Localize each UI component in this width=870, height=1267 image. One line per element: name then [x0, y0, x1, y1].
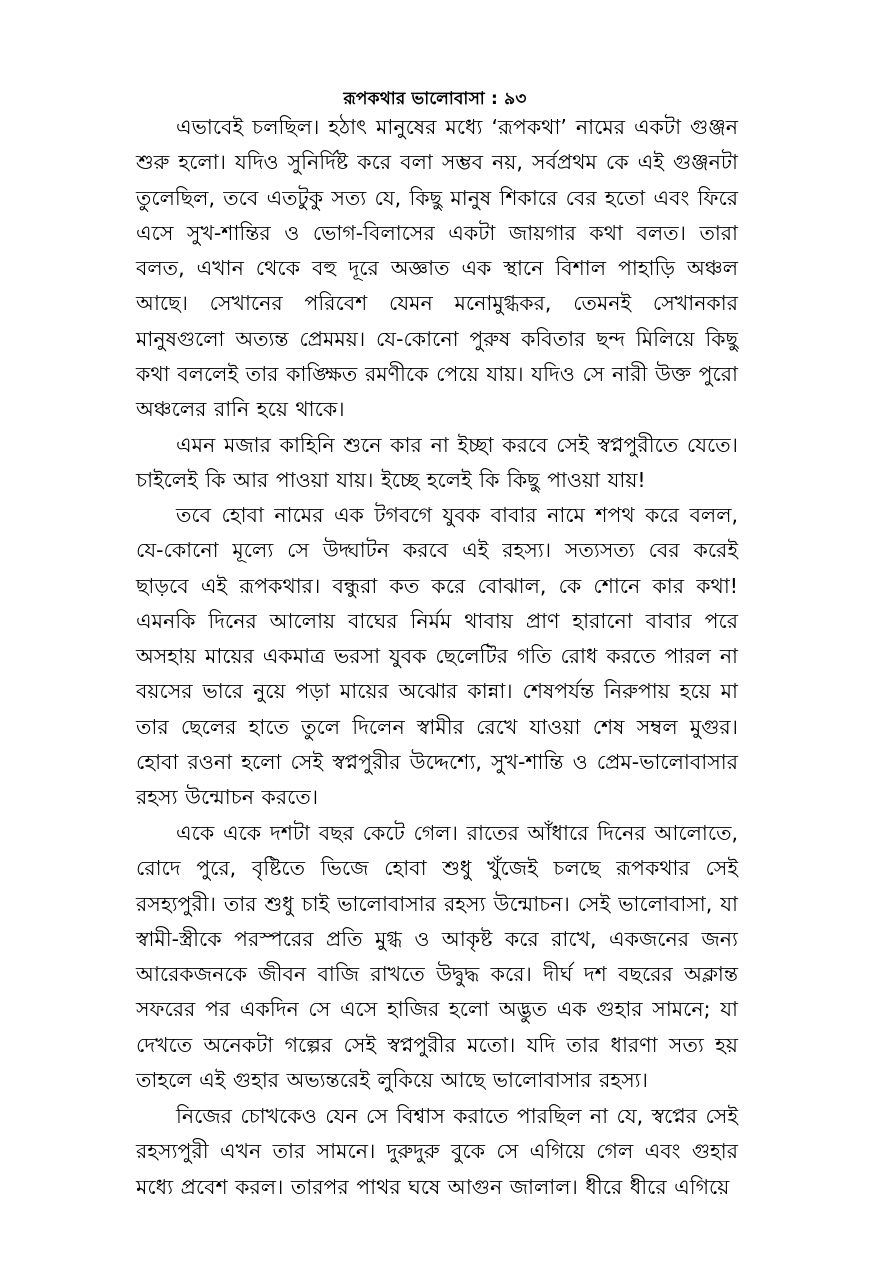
paragraph: নিজের চোখকেও যেন সে বিশ্বাস করাতে পারছিল না যে, স্বপ্নের সেই রহস্যপুরী এখন তার সামনে। দুরুদুরু বুকে সে এগিয়ে গেল এবং গুহার মধ্যে প্রবেশ করল। তারপর পাথর ঘষে আগুন জালাল। ধীরে ধীরে এগিয়ে: [136, 1104, 738, 1199]
paragraph: একে একে দশটা বছর কেটে গেল। রাতের আঁধারে দিনের আলোতে, রোদে পুরে, বৃষ্টিতে ভিজে হোবা শুধু খুঁজেই চলছে রূপকথার সেই রসহ্যপুরী। তার শুধু চাই ভালোবাসার রহস্য উন্মোচন। সেই ভালোবাসা, যা স্বামী-স্ত্রীকে পরস্পরের প্রতি মুগ্ধ ও আকৃষ্ট করে রাখে, একজনের জন্য আরেকজনকে জীবন বাজি রাখতে উদ্বুদ্ধ করে। দীর্ঘ দশ বছরের অক্লান্ত সফরের পর একদিন সে এসে হাজির হলো অদ্ভুত এক গুহার সামনে; যা দেখতে অনেকটা গল্পের সেই স্বপ্নপুরীর মতো। যদি তার ধারণা সত্য হয় তাহলে এই গুহার অভ্যন্তরেই লুকিয়ে আছে ভালোবাসার রহস্য।: [136, 821, 738, 1093]
paragraph: এভাবেই চলছিল। হঠাৎ মানুষের মধ্যে ‘রূপকথা’ নামের একটা গুঞ্জন শুরু হলো। যদিও সুনির্দিষ্ট করে বলা সম্ভব নয়, সর্বপ্রথম কে এই গুঞ্জনটা তুলেছিল, তবে এতটুকু সত্য যে, কিছু মানুষ শিকারে বের হতো এবং ফিরে এসে সুখ-শান্তির ও ভোগ-বিলাসের একটা জায়গার কথা বলত। তারা বলত, এখান থেকে বহু দূরে অজ্ঞাত এক স্থানে বিশাল পাহাড়ি অঞ্চল আছে। সেখানের পরিবেশ যেমন মনোমুগ্ধকর, তেমনই সেখানকার মানুষগুলো অত্যন্ত প্রেমময়। যে-কোনো পুরুষ কবিতার ছন্দ মিলিয়ে কিছু কথা বললেই তার কাঙ্ক্ষিত রমণীকে পেয়ে যায়। যদিও সে নারী উক্ত পুরো অঞ্চলের রানি হয়ে থাকে।: [136, 115, 738, 422]
paragraph: তবে হোবা নামের এক টগবগে যুবক বাবার নামে শপথ করে বলল, যে-কোনো মূল্যে সে উদ্ঘাটন করবে এই রহস্য। সত্যসত্য বের করেই ছাড়বে এই রূপকথার। বন্ধুরা কত করে বোঝাল, কে শোনে কার কথা! এমনকি দিনের আলোয় বাঘের নির্মম থাবায় প্রাণ হারানো বাবার পরে অসহায় মায়ের একমাত্র ভরসা যুবক ছেলেটির গতি রোধ করতে পারল না বয়সের ভারে নুয়ে পড়া মায়ের অঝোর কান্না। শেষপর্যন্ত নিরুপায় হয়ে মা তার ছেলের হাতে তুলে দিলেন স্বামীর রেখে যাওয়া শেষ সম্বল মুগুর। হোবা রওনা হলো সেই স্বপ্নপুরীর উদ্দেশ্যে, সুখ-শান্তি ও প্রেম-ভালোবাসার রহস্য উন্মোচন করতে।: [136, 503, 738, 810]
running-header: রূপকথার ভালোবাসা : ৯৩: [343, 89, 527, 109]
paragraph: এমন মজার কাহিনি শুনে কার না ইচ্ছা করবে সেই স্বপ্নপুরীতে যেতে। চাইলেই কি আর পাওয়া যায়। ইচ্ছে হলেই কি কিছু পাওয়া যায়!: [136, 433, 738, 493]
